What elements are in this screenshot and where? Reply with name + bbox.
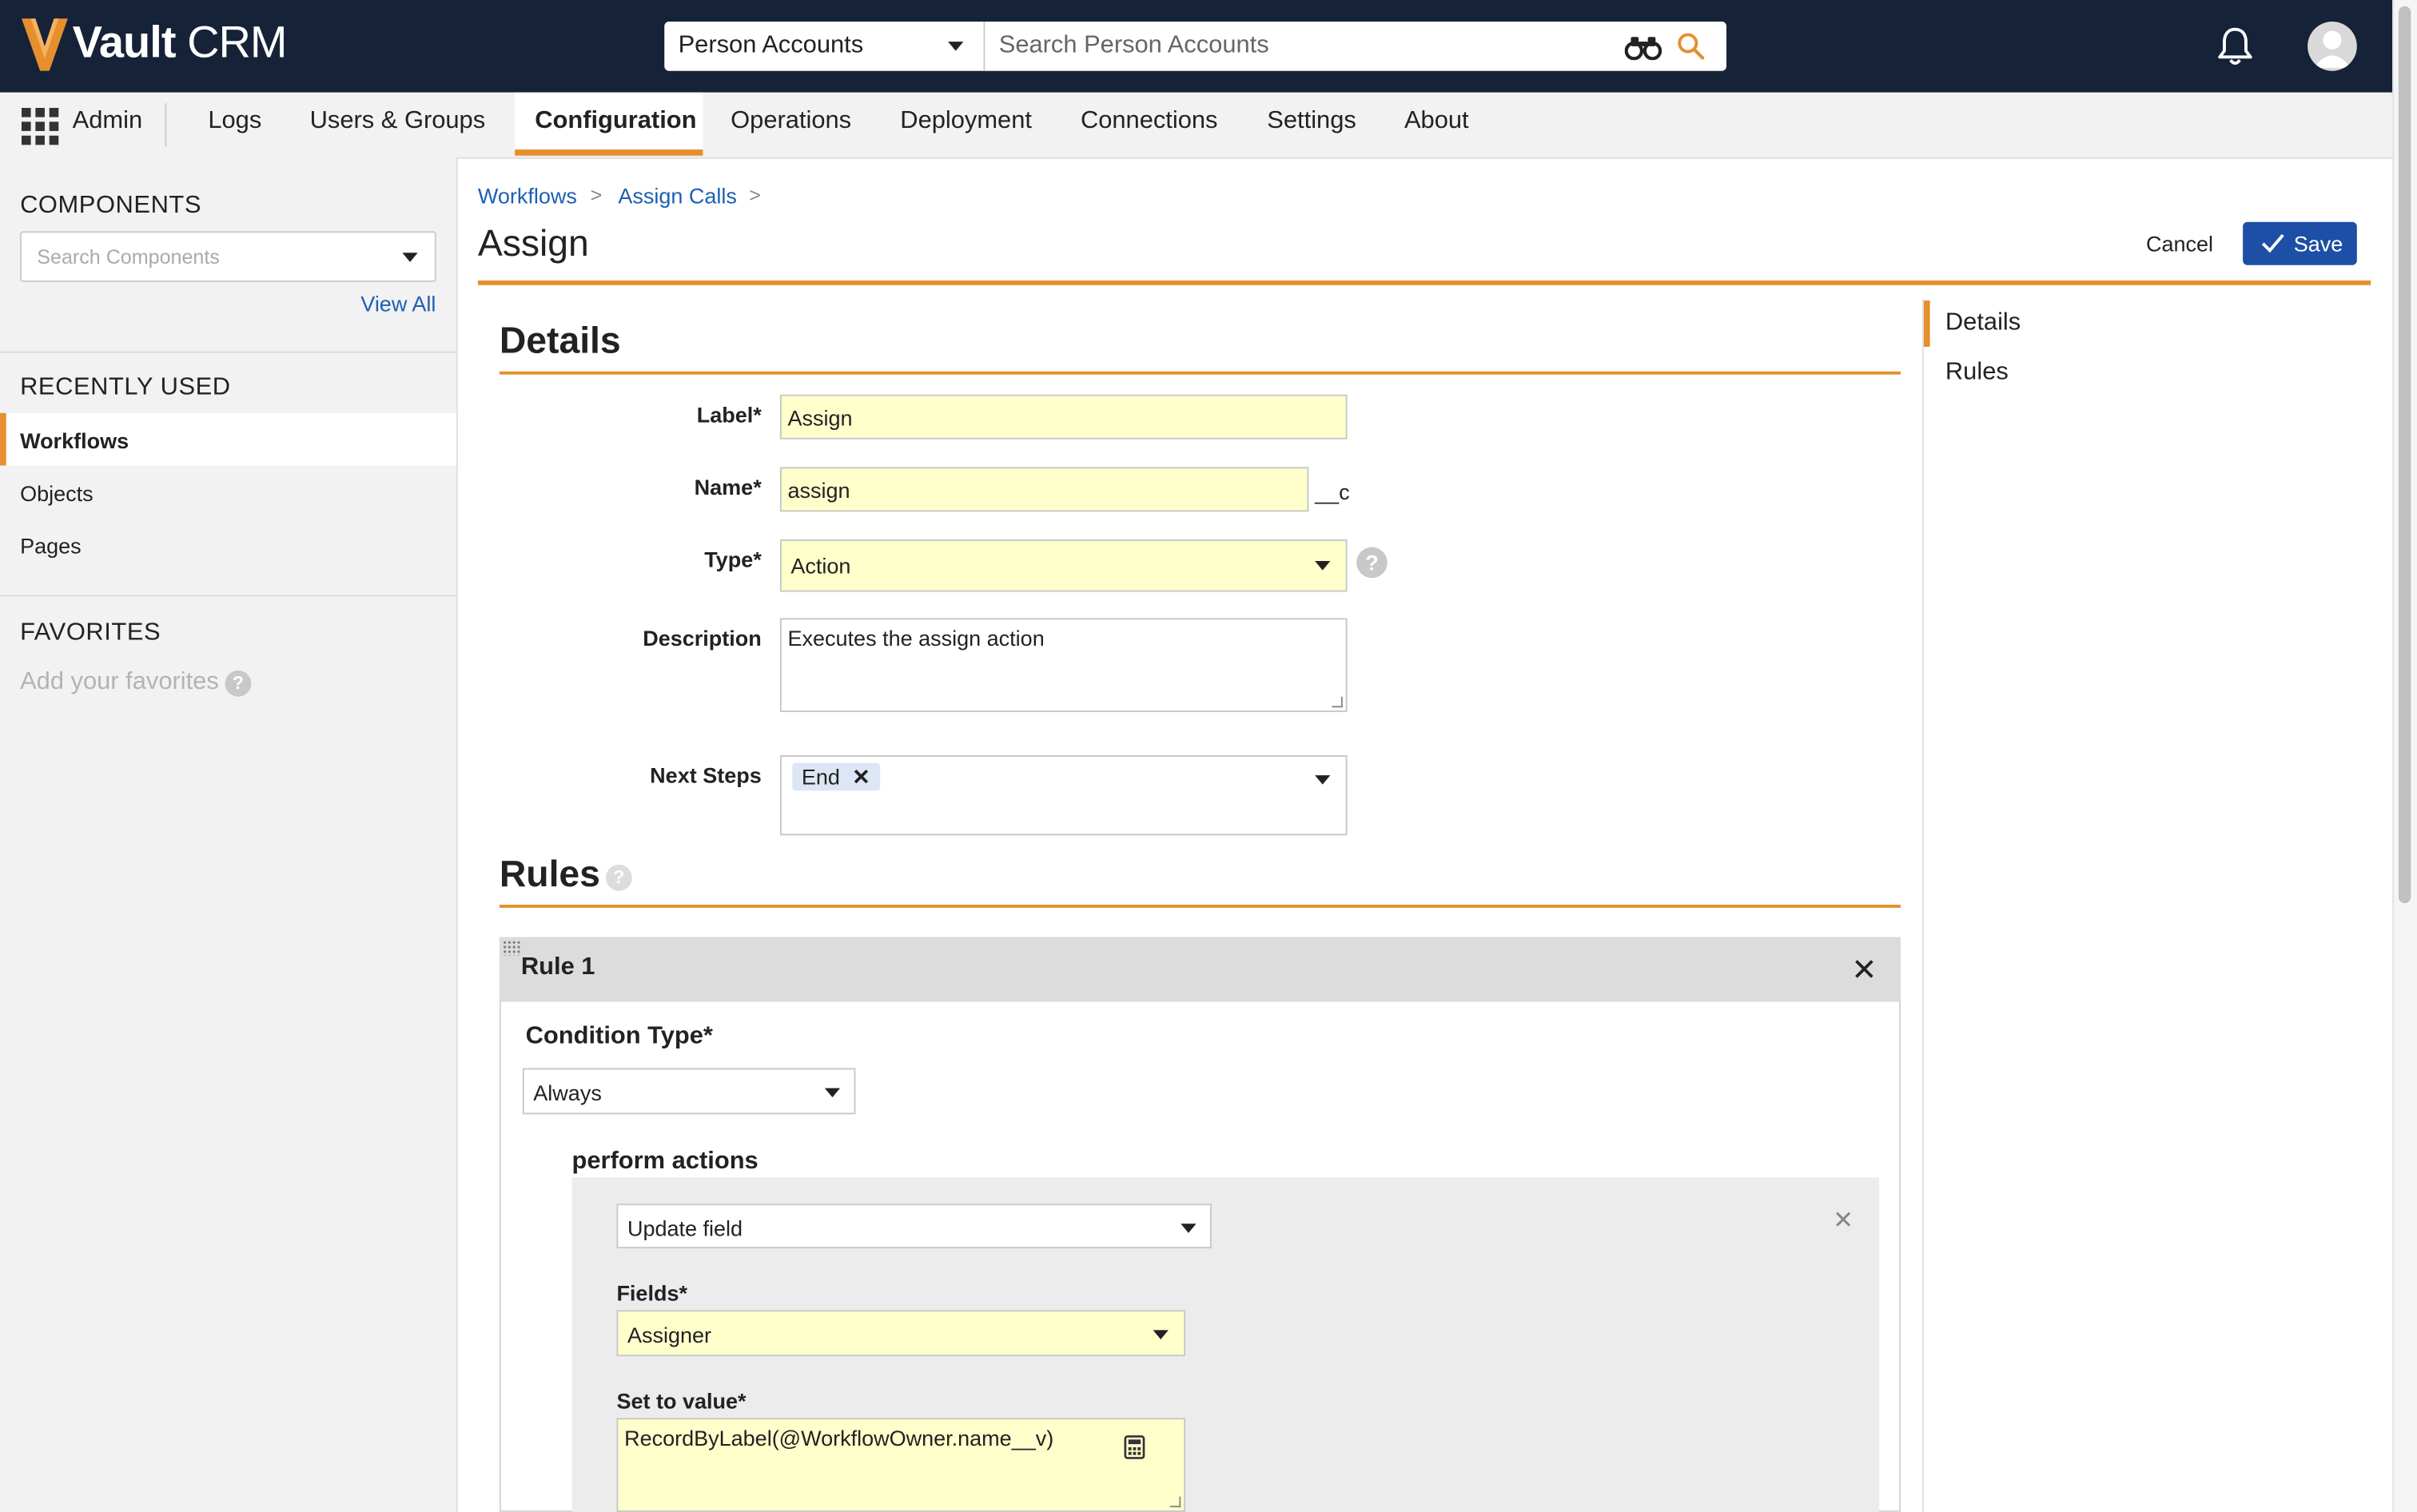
help-icon[interactable]: ? [1356, 547, 1388, 579]
sidebar-item-objects[interactable] [0, 465, 456, 518]
set-to-value-text: RecordByLabel(@WorkflowOwner.name__v) [624, 1425, 1054, 1450]
label-input[interactable] [780, 395, 1348, 440]
breadcrumb-separator: > [749, 183, 761, 207]
search-input[interactable] [985, 22, 1615, 71]
description-textarea[interactable] [780, 618, 1348, 712]
chevron-down-icon [1315, 775, 1330, 785]
name-field-label: Name* [694, 475, 762, 499]
jump-link-rules[interactable]: Rules [1945, 359, 2009, 386]
chip-label: End [801, 764, 840, 790]
next-step-chip[interactable] [792, 763, 879, 791]
nav-item-connections[interactable]: Connections [1080, 108, 1218, 134]
type-select-value: Action [790, 553, 851, 579]
nav-item-deployment[interactable]: Deployment [900, 108, 1032, 134]
chevron-down-icon [1315, 561, 1330, 571]
object-type-select[interactable] [664, 22, 985, 71]
formula-calculator-icon[interactable] [1124, 1435, 1145, 1460]
name-input[interactable] [780, 467, 1309, 511]
fields-select[interactable] [616, 1310, 1185, 1356]
drag-handle-icon[interactable] [503, 940, 521, 955]
breadcrumb-separator: > [590, 183, 603, 207]
chevron-down-icon [1181, 1224, 1196, 1233]
nav-item-logs[interactable]: Logs [208, 108, 262, 134]
name-suffix: __c [1315, 479, 1350, 504]
binoculars-icon[interactable] [1625, 35, 1662, 60]
resize-handle-icon[interactable] [1170, 1497, 1181, 1508]
object-type-value: Person Accounts [678, 32, 864, 59]
sidebar-divider [0, 595, 456, 596]
description-value: Executes the assign action [787, 626, 1045, 651]
details-section-divider [500, 372, 1901, 375]
sidebar-item-label: Objects [20, 480, 94, 506]
condition-type-label: Condition Type* [525, 1023, 713, 1050]
details-section-title: Details [499, 320, 621, 363]
save-button[interactable] [2243, 222, 2357, 265]
label-input-value: Assign [787, 405, 853, 431]
name-input-value: assign [787, 477, 850, 503]
condition-type-select[interactable] [523, 1068, 856, 1115]
chevron-down-icon [948, 42, 963, 51]
breadcrumb-assign-calls[interactable]: Assign Calls [618, 183, 737, 209]
component-search-select[interactable] [20, 231, 436, 282]
jump-link-details[interactable]: Details [1945, 309, 2021, 336]
breadcrumb-workflows[interactable]: Workflows [477, 183, 577, 209]
remove-chip-icon[interactable]: ✕ [852, 764, 870, 790]
nav-item-settings[interactable]: Settings [1267, 108, 1356, 134]
remove-action-icon[interactable]: ✕ [1833, 1208, 1854, 1235]
favorites-heading: FAVORITES [20, 619, 161, 647]
sidebar-item-pages[interactable] [0, 518, 456, 571]
components-heading: COMPONENTS [20, 193, 202, 219]
global-search [664, 22, 1726, 71]
sidebar-item-label: Pages [20, 533, 82, 559]
perform-actions-label: perform actions [571, 1148, 759, 1175]
logo-text-light: CRM [175, 18, 287, 68]
chevron-down-icon [825, 1088, 840, 1098]
nav-item-configuration[interactable]: Configuration [535, 108, 697, 134]
chevron-down-icon [1153, 1330, 1169, 1339]
logo-text-bold: Vault [72, 18, 176, 68]
search-icon[interactable] [1677, 33, 1705, 61]
nav-item-about[interactable]: About [1404, 108, 1469, 134]
label-field-label: Label* [696, 402, 762, 428]
rule-card-header [500, 937, 1901, 1002]
action-type-select[interactable] [616, 1204, 1211, 1248]
type-select[interactable] [780, 539, 1348, 592]
sidebar [0, 157, 458, 1512]
close-icon[interactable]: ✕ [1851, 953, 1877, 989]
favorites-hint: Add your favorites [20, 669, 219, 695]
description-field-label: Description [643, 626, 762, 651]
vault-logo-icon[interactable] [22, 18, 68, 71]
right-panel-divider [1922, 299, 1924, 1512]
sidebar-divider [0, 352, 456, 353]
resize-handle-icon[interactable] [1332, 697, 1343, 708]
check-icon [2261, 233, 2284, 253]
nav-divider [165, 103, 166, 146]
cancel-button[interactable]: Cancel [2146, 231, 2214, 257]
set-to-value-label: Set to value* [616, 1388, 747, 1414]
help-icon[interactable]: ? [606, 865, 632, 891]
nav-item-users-groups[interactable]: Users & Groups [309, 108, 486, 134]
bell-icon[interactable] [2216, 26, 2253, 66]
condition-type-value: Always [533, 1080, 602, 1105]
scrollbar-thumb[interactable] [2399, 6, 2411, 903]
right-panel-active-indicator [1924, 300, 1930, 347]
recently-used-heading: RECENTLY USED [20, 374, 231, 401]
page-title: Assign [477, 223, 589, 265]
nav-item-operations[interactable]: Operations [731, 108, 852, 134]
header-divider [478, 281, 2371, 285]
user-avatar-icon[interactable] [2307, 22, 2357, 71]
component-search-placeholder: Search Components [37, 245, 220, 269]
action-type-value: Update field [627, 1216, 743, 1241]
help-icon[interactable]: ? [225, 670, 252, 697]
next-steps-multiselect[interactable] [780, 755, 1348, 835]
rule-title: Rule 1 [520, 953, 595, 981]
fields-value: Assigner [627, 1322, 711, 1347]
sidebar-item-workflows[interactable] [0, 413, 456, 466]
sidebar-item-label: Workflows [20, 428, 129, 454]
rules-section-title: Rules [499, 853, 600, 896]
set-to-value-textarea[interactable] [616, 1418, 1185, 1512]
app-launcher-grid-icon[interactable] [22, 108, 58, 145]
nav-admin-label[interactable]: Admin [72, 108, 143, 134]
save-button-label: Save [2293, 231, 2343, 257]
type-field-label: Type* [704, 547, 762, 572]
next-steps-field-label: Next Steps [650, 762, 762, 788]
app-logo-text[interactable] [73, 18, 287, 70]
view-all-link[interactable]: View All [360, 291, 436, 316]
rules-section-divider [500, 905, 1901, 908]
chevron-down-icon [402, 253, 417, 262]
fields-label: Fields* [616, 1280, 687, 1306]
nav-active-indicator [515, 149, 703, 156]
